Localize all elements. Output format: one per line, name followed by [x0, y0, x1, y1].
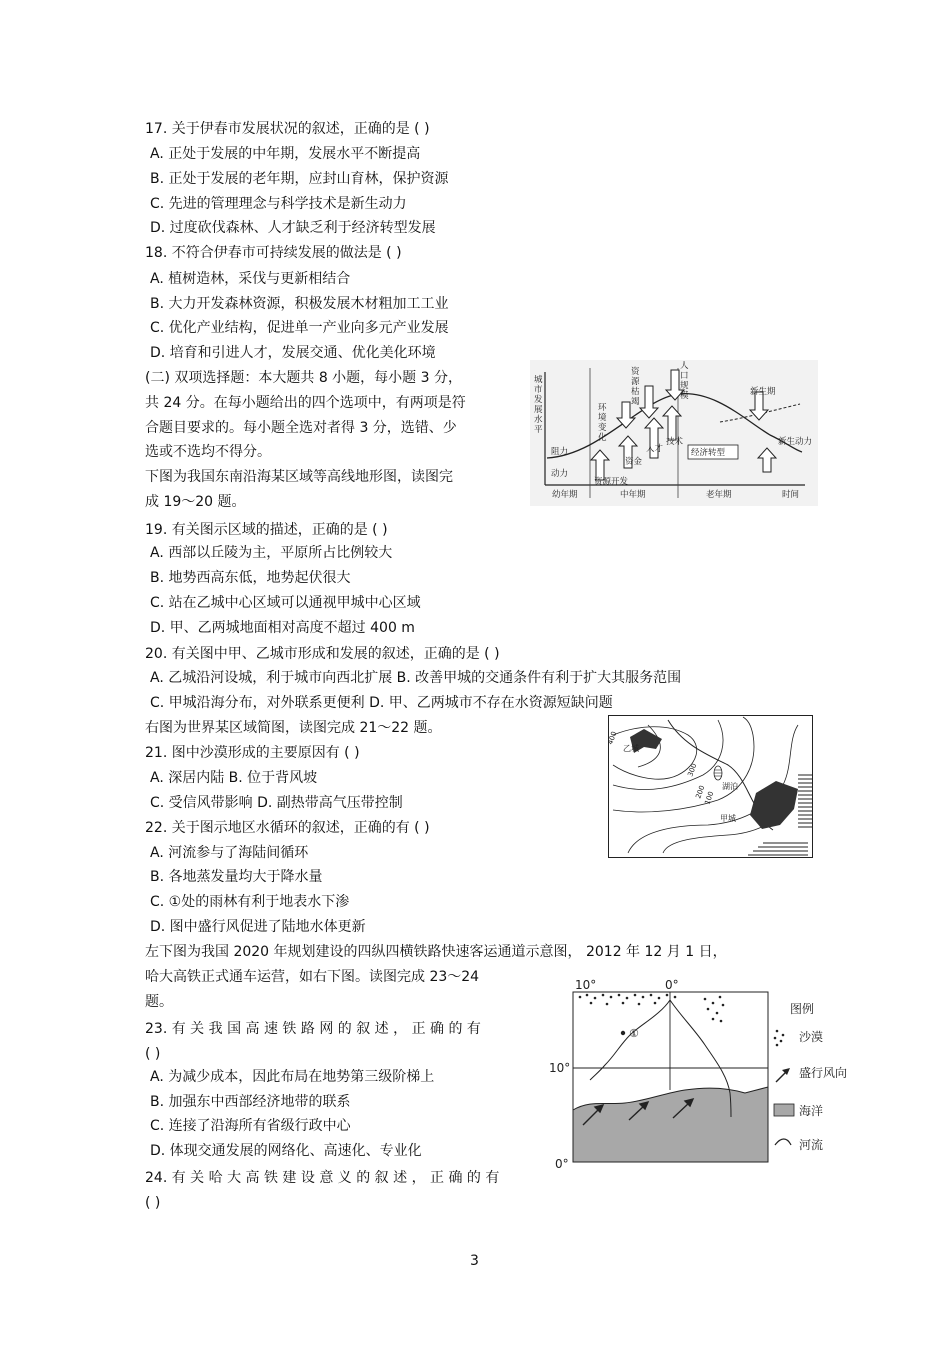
- q18-option-c: C. 优化产业结构，促进单一产业向多元产业发展: [150, 320, 449, 336]
- q20-stem: 20. 有关图中甲、乙城市形成和发展的叙述，正确的是 ( ): [145, 646, 500, 662]
- q22-option-b: B. 各地蒸发量均大于降水量: [150, 869, 323, 885]
- legend-river: 河流: [799, 1138, 824, 1152]
- marker-label: ①: [629, 1027, 639, 1040]
- q22-stem: 22. 关于图示地区水循环的叙述，正确的有 ( ): [145, 820, 430, 836]
- env-change-char: 境: [598, 413, 607, 423]
- q21-options-cd: C. 受信风带影响 D. 副热带高气压带控制: [150, 795, 403, 811]
- ylabel-char: 平: [534, 425, 543, 435]
- env-change-char: 化: [598, 433, 607, 443]
- q20-options-ab: A. 乙城沿河设城，利于城市向西北扩展 B. 改善甲城的交通条件有利于扩大其服务范围: [150, 670, 682, 686]
- marker-dot: [621, 1031, 625, 1035]
- lat-label-10: 10°: [549, 1061, 571, 1075]
- pop-scale-char: 口: [680, 371, 689, 381]
- q23-answer-bracket: ( ): [145, 1046, 161, 1062]
- q22-option-a: A. 河流参与了海陆间循环: [150, 845, 309, 861]
- resource-dev-label: 资源开发: [594, 477, 629, 487]
- desert-legend-icon: [774, 1030, 785, 1047]
- river-legend-icon: [775, 1139, 791, 1145]
- resource-exhaust-char: 竭: [631, 397, 640, 407]
- q23-option-a: A. 为减少成本，因此布局在地势第三级阶梯上: [150, 1069, 435, 1085]
- q19-option-b: B. 地势西高东低，地势起伏很大: [150, 570, 351, 586]
- q19-stem: 19. 有关图示区域的描述，正确的是 ( ): [145, 522, 388, 538]
- time-label: 时间: [782, 490, 800, 500]
- section-instructions-2: 合题目要求的。每小题全选对者得 3 分，选错、少: [145, 420, 457, 436]
- transition-label: 经济转型: [691, 448, 726, 458]
- stage-label: 老年期: [706, 490, 732, 500]
- legend-wind: 盛行风向: [799, 1066, 848, 1080]
- q23-option-b: B. 加强东中西部经济地带的联系: [150, 1094, 351, 1110]
- q23-24-intro-2: 哈大高铁正式通车运营，如右下图。读图完成 23～24: [145, 969, 480, 985]
- q23-stem: 23. 有 关 我 国 高 速 铁 路 网 的 叙 述 ， 正 确 的 有: [145, 1021, 481, 1037]
- q23-option-d: D. 体现交通发展的网络化、高速化、专业化: [150, 1143, 422, 1159]
- q18-option-d: D. 培育和引进人才，发展交通、优化美化环境: [150, 345, 436, 361]
- legend-ocean: 海洋: [799, 1104, 824, 1118]
- q19-20-intro-1: 下图为我国东南沿海某区域等高线地形图，读图完: [145, 469, 453, 485]
- q21-stem: 21. 图中沙漠形成的主要原因有 ( ): [145, 745, 360, 761]
- q21-options-ab: A. 深居内陆 B. 位于背风坡: [150, 770, 318, 786]
- q19-option-a: A. 西部以丘陵为主，平原所占比例较大: [150, 545, 393, 561]
- q18-option-a: A. 植树造林，采伐与更新相结合: [150, 271, 351, 287]
- lon-label-0: 0°: [665, 978, 679, 992]
- region-map: [545, 975, 875, 1175]
- q19-option-c: C. 站在乙城中心区域可以通视甲城中心区域: [150, 595, 421, 611]
- env-change-char: 环: [598, 403, 607, 413]
- capital-label: 资金: [625, 457, 643, 467]
- contour-label: 200: [694, 784, 707, 800]
- talent-label: 人才: [646, 444, 664, 454]
- q21-22-intro: 右图为世界某区域简图，读图完成 21～22 题。: [145, 720, 442, 736]
- pop-scale-char: 模: [680, 391, 689, 401]
- resource-exhaust-char: 源: [631, 377, 640, 387]
- ylabel-char: 市: [534, 385, 543, 395]
- section-instructions-1: 共 24 分。在每小题给出的四个选项中，有两项是符: [145, 395, 466, 411]
- q23-24-intro-3: 题。: [145, 994, 173, 1010]
- lon-label-10: 10°: [575, 978, 597, 992]
- lat-label-0: 0°: [555, 1157, 569, 1171]
- q22-option-d: D. 图中盛行风促进了陆地水体更新: [150, 919, 366, 935]
- legend-desert: 沙漠: [799, 1030, 824, 1044]
- lake-label: 湖泊: [722, 782, 738, 791]
- q17-option-d: D. 过度砍伐森林、人才缺乏利于经济转型发展: [150, 220, 436, 236]
- pop-scale-char: 规: [680, 381, 689, 391]
- contour-label: 400: [606, 730, 619, 746]
- resistance-label: 阻力: [551, 447, 569, 457]
- ocean-legend-icon: [774, 1104, 794, 1116]
- q23-option-c: C. 连接了沿海所有省级行政中心: [150, 1118, 351, 1134]
- city-development-diagram: [530, 360, 818, 506]
- q17-option-b: B. 正处于发展的老年期，应封山育林，保护资源: [150, 171, 449, 187]
- q19-20-intro-2: 成 19～20 题。: [145, 494, 246, 510]
- contour-label: 300: [686, 762, 699, 778]
- q17-option-a: A. 正处于发展的中年期，发展水平不断提高: [150, 146, 421, 162]
- ylabel-char: 发: [534, 395, 543, 405]
- q19-option-d: D. 甲、乙两城地面相对高度不超过 400 m: [150, 620, 415, 636]
- q17-option-c: C. 先进的管理理念与科学技术是新生动力: [150, 196, 407, 212]
- contour-map: [608, 715, 813, 858]
- page-number: 3: [470, 1253, 479, 1269]
- q24-answer-bracket: ( ): [145, 1195, 161, 1211]
- ylabel-char: 城: [534, 375, 543, 385]
- section-instructions-3: 选或不选均不得分。: [145, 444, 271, 460]
- contour-label: 100: [703, 790, 716, 806]
- city-jia-label: 甲城: [720, 814, 736, 823]
- env-change-char: 变: [598, 423, 607, 433]
- new-power-label: 新生动力: [778, 437, 813, 447]
- city-yi-label: 乙城: [623, 744, 639, 753]
- q20-options-cd: C. 甲城沿海分布，对外联系更便利 D. 甲、乙两城市不存在水资源短缺问题: [150, 695, 613, 711]
- section-heading: (二) 双项选择题：本大题共 8 小题，每小题 3 分，: [145, 370, 462, 386]
- q18-stem: 18. 不符合伊春市可持续发展的做法是 ( ): [145, 245, 402, 261]
- stage-label: 中年期: [620, 490, 646, 500]
- q17-stem: 17. 关于伊春市发展状况的叙述，正确的是 ( ): [145, 121, 430, 137]
- ylabel-char: 水: [534, 415, 543, 425]
- q18-option-b: B. 大力开发森林资源，积极发展木材粗加工工业: [150, 296, 449, 312]
- legend-title: 图例: [790, 1002, 815, 1016]
- new-stage-label: 新生期: [750, 387, 776, 397]
- pop-scale-char: 人: [680, 361, 689, 371]
- resource-exhaust-char: 资: [631, 367, 640, 377]
- q24-stem: 24. 有 关 哈 大 高 铁 建 设 意 义 的 叙 述 ， 正 确 的 有: [145, 1170, 500, 1186]
- stage-label: 幼年期: [552, 490, 578, 500]
- technology-label: 技术: [666, 437, 684, 447]
- ylabel-char: 展: [534, 405, 543, 415]
- resource-exhaust-char: 枯: [631, 387, 640, 397]
- motive-label: 动力: [551, 469, 569, 479]
- q23-24-intro-1: 左下图为我国 2020 年规划建设的四纵四横铁路快速客运通道示意图， 2012 年 12 月 1 日，: [145, 944, 727, 960]
- q22-option-c: C. ①处的雨林有利于地表水下渗: [150, 894, 350, 910]
